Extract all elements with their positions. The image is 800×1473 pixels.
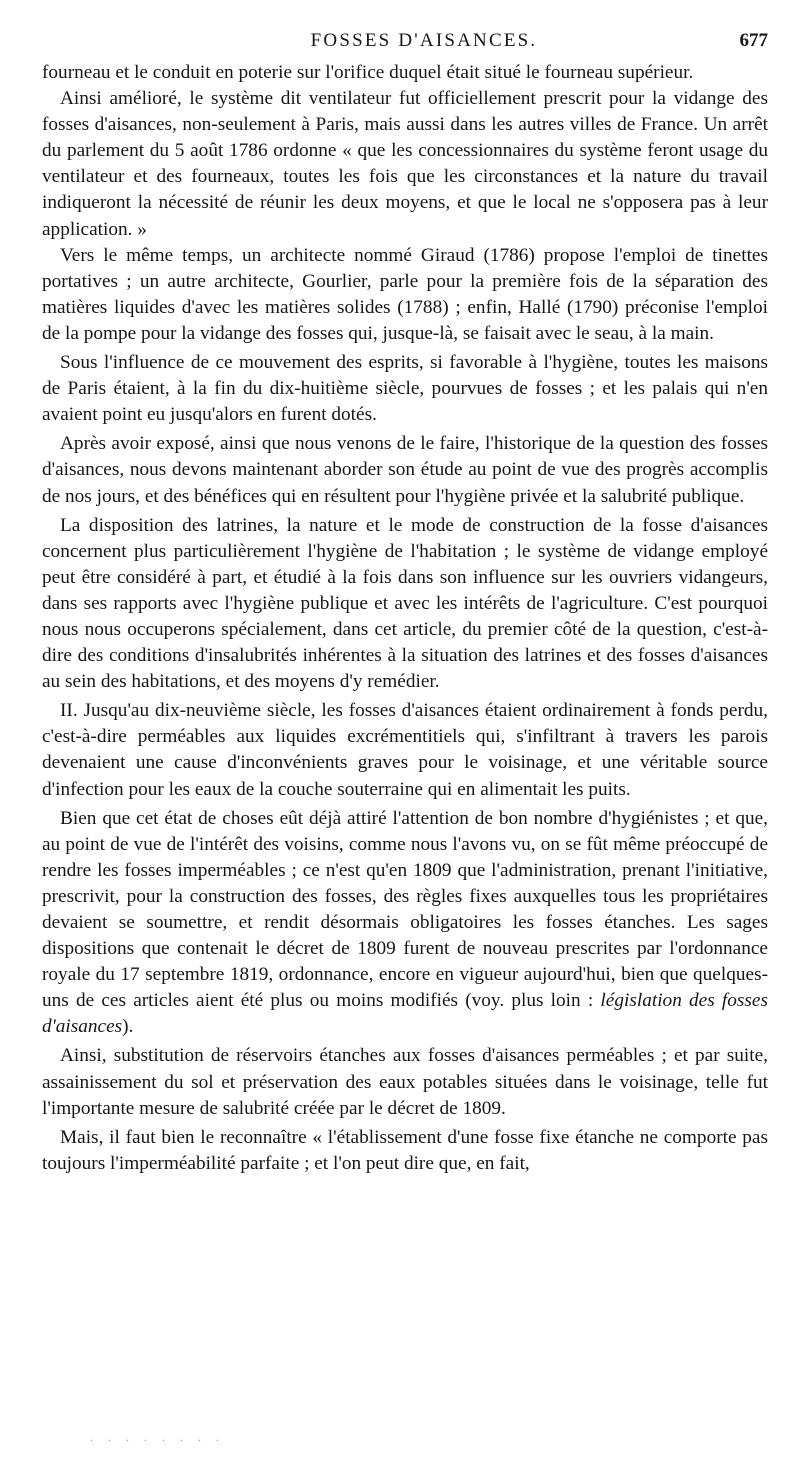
paragraph-disposition: La disposition des latrines, la nature et le mode de construction de la fosse d'aisances concernent plus particulièrement l'hygiène de l'habitation ; le système de vidange employé peut être considéré à part, et étudié à la fois dans son influence sur les ouvriers vidangeurs, dans ses rapports avec l'hygiène publique et avec les intérêts de l'agriculture. C'est pourquoi nous nous occuperons spécialement, dans cet article, du premier côté de la question, c'est-à-dire des conditions d'insalubrités inhérentes à la situation des latrines et des fosses d'aisances au sein des habitations, et des moyens d'y remédier. — [42, 514, 768, 693]
decret-text: Bien que cet état de choses eût déjà attiré l'attention de bon nombre d'hygiénistes ; et que, au point de vue de l'intérêt des voisins, comme nous l'avons vu, on se fût même préoccupé de rendre les fosses imperméables ; ce n'est qu'en 1809 que l'administration, prenant l'initiative, prescrivit, pour la construction des fosses, des règles fixes auxquelles tous les propriétaires devaient se soumettre, et rendit désormais obligatoires les fosses étanches. Les sages dispositions que contenait le décret de 1809 furent de nouveau prescrites par l'ordonnance royale du 17 septembre 1819, ordonnance, encore en vigueur aujourd'hui, bien que quelques-uns de ces articles aient été plus ou moins modifiés (voy. plus loin : — [42, 807, 768, 1012]
running-title: FOSSES D'AISANCES. — [310, 30, 538, 51]
paragraph-giraud: Vers le même temps, un architecte nommé Giraud (1786) propose l'emploi de tinettes portatives ; un autre architecte, Gourlier, parle pour la première fois de la séparation des matières liquides d'avec les matières solides (1788) ; enfin, Hallé (1790) préconise l'emploi de la pompe pour la vidange des fosses qui, jusque-là, se faisait avec le seau, à la main. — [42, 244, 768, 344]
paragraph-substitution: Ainsi, substitution de réservoirs étanches aux fosses d'aisances perméables ; et par suite, assainissement du sol et préservation des eaux potables situées dans le voisinage, telle fut l'importante mesure de salubrité créée par le décret de 1809. — [42, 1045, 768, 1119]
decret-text-end: ). — [122, 1016, 134, 1038]
paragraph-ventilateur: Ainsi amélioré, le système dit ventilateur fut officiellement prescrit pour la vidange des fosses d'aisances, non-seulement à Paris, mais aussi dans les autres villes de France. Un arrêt du parlement du 5 août 1786 ordonne « que les concessionnaires du système feront usage du ventilateur et des fourneaux, toutes les fois que les circonstances et la nature du travail indiqueront la nécessité de réunir les deux moyens, et que le local ne s'opposera pas à leur application. » — [42, 88, 768, 240]
legislation-reference: législation des fosses d'aisances — [42, 990, 768, 1038]
running-head — [40, 30, 768, 56]
page-number: 677 — [739, 30, 768, 51]
paragraph-reconnaitre: Mais, il faut bien le reconnaître « l'établissement d'une fosse fixe étanche ne comporte pas toujours l'imperméabilité parfaite ; et l'on peut dire que, en fait, — [42, 1126, 768, 1174]
paragraph-historique: Après avoir exposé, ainsi que nous venons de le faire, l'historique de la question des fosses d'aisances, nous devons maintenant aborder son étude au point de vue des progrès accomplis de nos jours, et des bénéfices qui en résultent pour l'hygiène privée et la salubrité publique. — [42, 433, 768, 507]
body-text — [42, 60, 768, 1177]
footer-marks: . . . . . . . . — [90, 1430, 225, 1444]
paragraph-influence: Sous l'influence de ce mouvement des esprits, si favorable à l'hygiène, toutes les maisons de Paris étaient, à la fin du dix-huitième siècle, pourvues de fosses ; et les palais qui n'en avaient point eu jusqu'alors en furent dotés. — [42, 352, 768, 426]
paragraph-decret-1809 — [42, 806, 768, 1041]
paragraph-continuation: fourneau et le conduit en poterie sur l'orifice duquel était situé le fourneau supérieur. — [42, 62, 694, 83]
paragraph-section-ii: II. Jusqu'au dix-neuvième siècle, les fosses d'aisances étaient ordinairement à fonds perdu, c'est-à-dire perméables aux liquides excrémentitiels qui, s'infiltrant à travers les parois devenaient une cause d'inconvénients graves pour le voisinage, et une véritable source d'infection pour les eaux de la couche souterraine qui en alimentait les puits. — [42, 700, 768, 800]
